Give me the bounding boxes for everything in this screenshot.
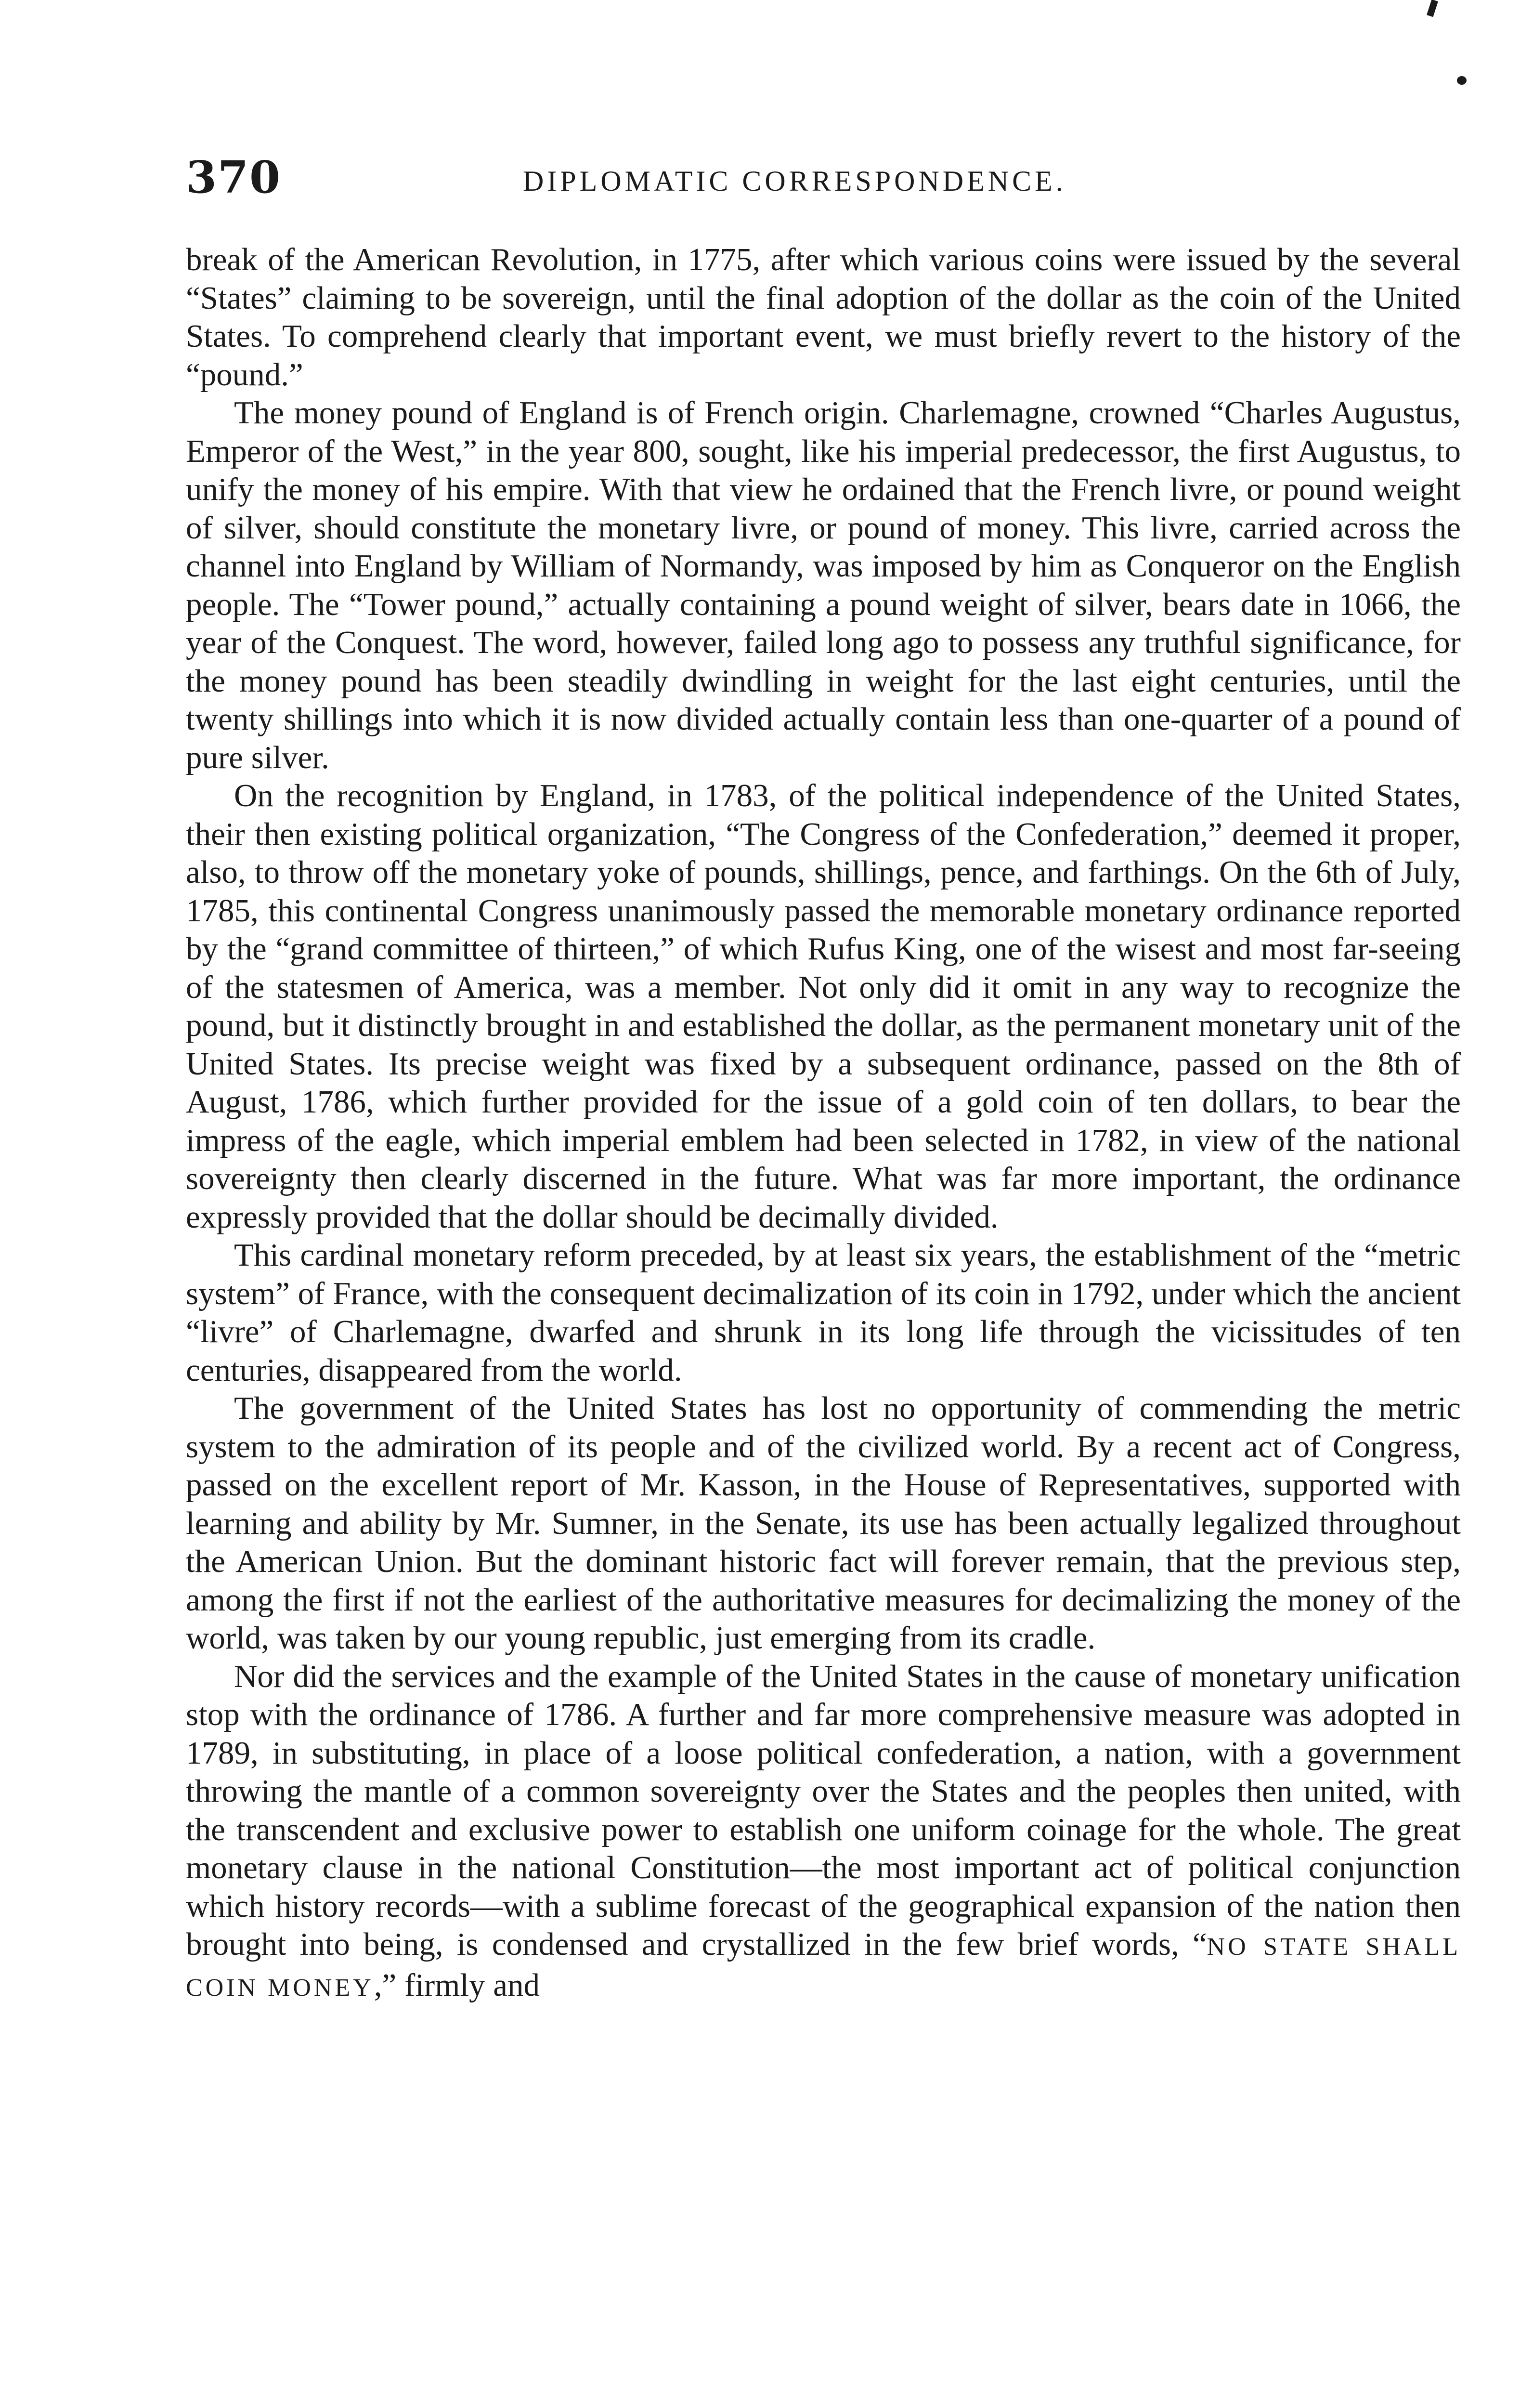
paragraph-6 (186, 1658, 1461, 2007)
paragraph-5: The government of the United States has lost no opportunity of commending the metric system to the admiration of its people and of the civilized world. By a recent act of Congress, passed on the excellent report of Mr. Kasson, in the House of Representatives, supported with learning and ability by Mr. Sumner, in the Senate, its use has been actually legalized throughout the American Union. But the dominant historic fact will forever remain, that the previous step, among the first if not the earliest of the authoritative measures for decimalizing the money of the world, was taken by our young republic, just emerging from its cradle. (186, 1390, 1461, 1656)
paragraph-3: On the recognition by England, in 1783, of the political independence of the United States, their then existing political organization, “The Congress of the Confederation,” deemed it proper, also, to throw off the monetary yoke of pounds, shillings, pence, and farthings. On the 6th of July, 1785, this continental Congress unanimously passed the memorable monetary ordinance reported by the “grand committee of thirteen,” of which Rufus King, one of the wisest and most far-seeing of the statesmen of America, was a member. Not only did it omit in any way to recognize the pound, but it distinctly brought in and established the dollar, as the permanent monetary unit of the United States. Its precise weight was fixed by a subsequent ordinance, passed on the 8th of August, 1786, which further provided for the issue of a gold coin of ten dollars, to bear the impress of the eagle, which imperial emblem had been selected in 1782, in view of the national sovereignty then clearly discerned in the future. What was far more important, the ordinance expressly provided that the dollar should be decimally divided. (186, 778, 1461, 1235)
running-head: DIPLOMATIC CORRESPONDENCE. (523, 165, 1066, 197)
paragraph-2: The money pound of England is of French origin. Charlemagne, crowned “Charles Augustus, Emperor of the West,” in the year 800, sought, like his imperial predecessor, the first Augustus, to unify the money of his empire. With that view he ordained that the French livre, or pound weight of silver, should constitute the monetary livre, or pound of money. This livre, carried across the channel into England by William of Normandy, was imposed by him as Conqueror on the English people. The “Tower pound,” actually containing a pound weight of silver, bears date in 1066, the year of the Conquest. The word, however, failed long ago to possess any truthful significance, for the money pound has been steadily dwindling in weight for the last eight centuries, until the twenty shillings into which it is now divided actually contain less than one-quarter of a pound of pure silver. (186, 395, 1461, 775)
constitution-quote: NO STATE SHALL COIN MONEY (186, 1933, 1461, 2002)
paragraph-6-lead: Nor did the services and the example of the United States in the cause of monetary unification stop with the ordinance of 1786. A further and far more comprehensive measure was adopted in 1789, in substituting, in place of a loose political confederation, a nation, with a government throwing the mantle of a common sovereignty over the States and the peoples then united, with the transcendent and exclusive power to establish one uniform coinage for the whole. The great monetary clause in the national Constitution—the most important act of political conjunction which history records—with a sublime forecast of the geographical expansion of the nation then brought into being, is condensed and crystallized in the few brief words, “ (186, 1658, 1461, 1962)
body-text (186, 241, 1461, 2007)
paragraph-6-tail: ,” firmly and (374, 1967, 540, 2003)
paragraph-4: This cardinal monetary reform preceded, by at least six years, the establishment of the “metric system” of France, with the consequent decimalization of its coin in 1792, under which the ancient “livre” of Charlemagne, dwarfed and shrunk in its long life through the vicissitudes of ten centuries, disappeared from the world. (186, 1237, 1461, 1388)
ink-dot-top-right (1457, 76, 1467, 85)
paragraph-1: break of the American Revolution, in 1775, after which various coins were issued by the several “States” claiming to be sovereign, until the final adoption of the dollar as the coin of the United States. To comprehend clearly that important event, we must briefly revert to the history of the “pound.” (186, 242, 1461, 393)
page-header (186, 153, 1438, 206)
page-number: 370 (186, 151, 282, 203)
ink-mark-top (1427, 0, 1438, 17)
